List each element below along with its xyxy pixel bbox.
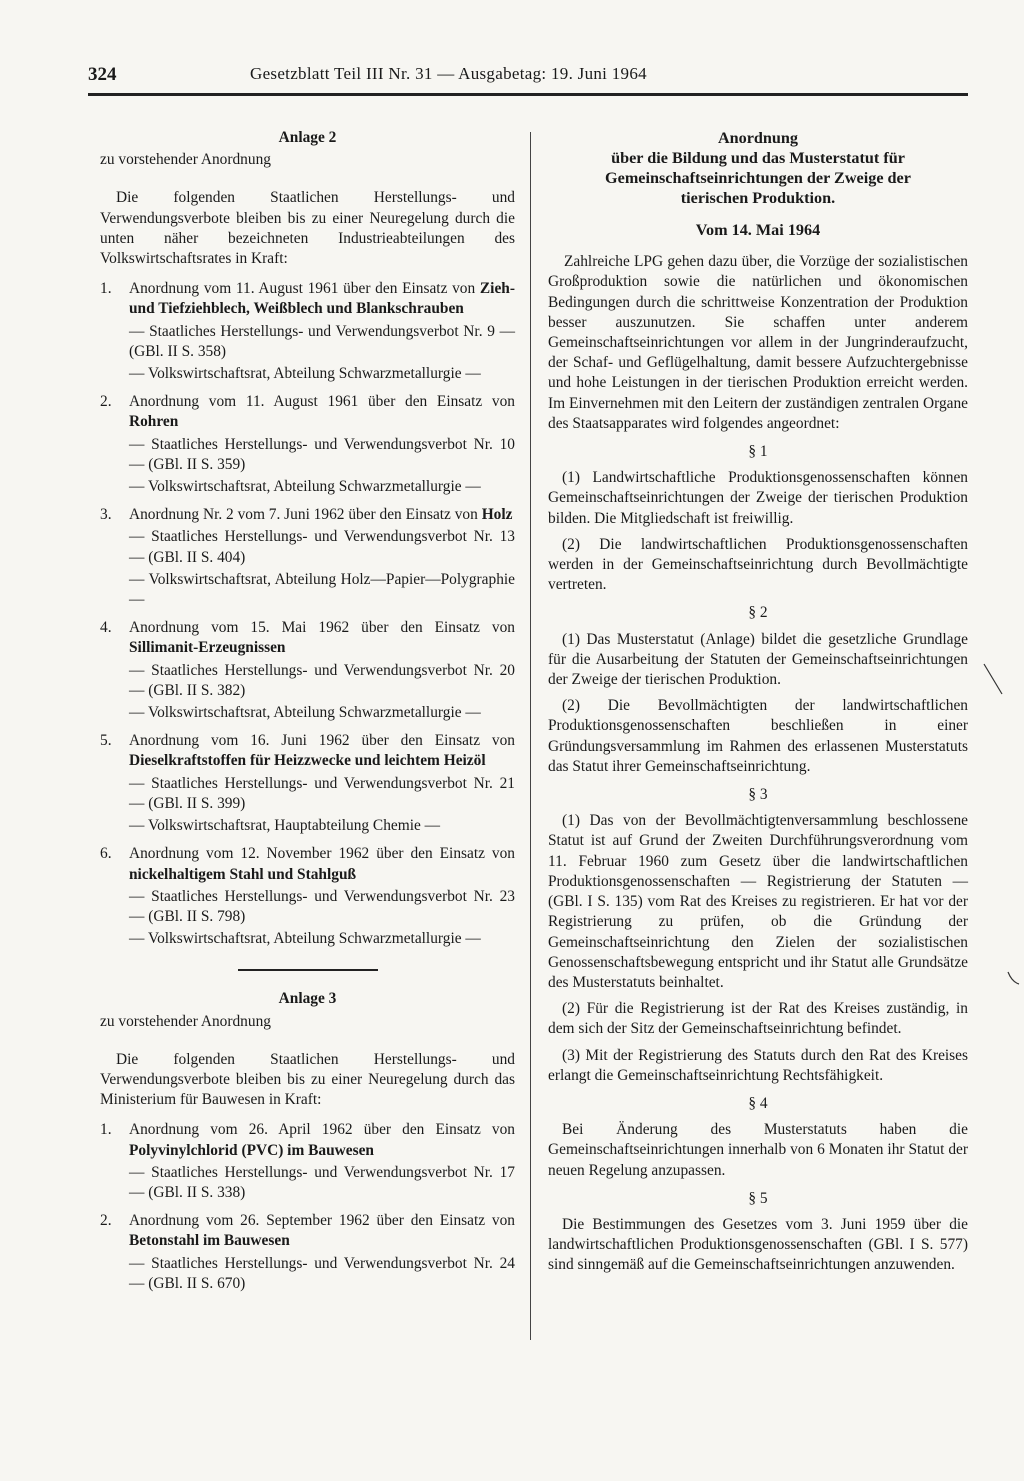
item-body — [129, 392, 515, 497]
item-number: 4. — [100, 619, 112, 637]
item-material: Polyvinylchlorid (PVC) im Bauwesen — [129, 1141, 374, 1159]
item-reference: — Staatliches Herstellungs- und Verwendungsverbot Nr. 24 — (GBl. II S. 670) — [129, 1254, 515, 1292]
item-department: — Volkswirtschaftsrat, Abteilung Schwarzmetallurgie — — [129, 930, 481, 948]
section-divider — [238, 969, 378, 971]
list-item — [100, 1211, 515, 1294]
list-item — [100, 1120, 515, 1203]
item-body — [129, 1211, 515, 1294]
item-body — [129, 279, 515, 384]
section-paragraph: (1) Landwirtschaftliche Produktionsgenossenschaften können Gemeinschaftseinrichtungen der Zweige der tierischen Produktion bilden. Die Mitgliedschaft ist freiwillig. — [548, 469, 968, 527]
ordinance-title-line: Gemeinschaftseinrichtungen der Zweige der — [605, 169, 911, 187]
item-material: nickelhaltigem Stahl und Stahlguß — [129, 865, 357, 883]
section-heading: § 1 — [748, 443, 768, 461]
item-lead: Anordnung vom 26. April 1962 über den Einsatz von — [129, 1121, 515, 1139]
item-body — [129, 618, 515, 723]
item-lead: Anordnung vom 11. August 1961 über den Einsatz von — [129, 393, 515, 411]
section-heading: § 3 — [748, 786, 768, 804]
margin-scan-mark — [1006, 970, 1020, 986]
item-material: Rohren — [129, 413, 179, 431]
ordinance-title — [548, 128, 968, 208]
item-material: Holz — [481, 506, 513, 524]
item-reference: — Staatliches Herstellungs- und Verwendungsverbot Nr. 21 — (GBl. II S. 399) — [129, 774, 515, 812]
item-lead: Anordnung vom 15. Mai 1962 über den Einsatz von — [129, 619, 515, 637]
list-item — [100, 505, 515, 610]
item-department: — Volkswirtschaftsrat, Hauptabteilung Chemie — — [129, 817, 441, 835]
list-item — [100, 392, 515, 497]
item-lead: Anordnung Nr. 2 vom 7. Juni 1962 über den Einsatz von — [129, 506, 478, 524]
section-paragraph: (1) Das von der Bevollmächtigtenversammlung beschlossene Statut ist auf Grund der Zweiten Durchführungsverordnung vom 11. Februar 1960 zum Gesetz über die landwirtschaftlichen Produktionsgenossenschaften — Registrierung der Statuten — (GBl. I S. 135) vom Rat des Kreises zu registrieren. Er hat vor der Registrierung zu prüfen, ob die Gründung der Gemeinschaftseinrichtung den Zielen der sozialistischen Genossenschaftsbewegung entspricht und ihr Statut alle Grundsätze des Musterstatuts beinhaltet. — [548, 812, 968, 991]
item-lead: Anordnung vom 12. November 1962 über den Einsatz von — [129, 845, 515, 863]
item-heading — [129, 618, 515, 658]
section-paragraph: (2) Für die Registrierung ist der Rat des Kreises zuständig, in dem sich der Sitz der Gemeinschaftseinrichtung befindet. — [548, 1000, 968, 1038]
anlage-2-subtitle: zu vorstehender Anordnung — [100, 151, 271, 169]
anlage-2-intro: Die folgenden Staatlichen Herstellungs- und Verwendungsverbote bleiben bis zu einer Neuregelung durch die unten näher bezeichneten Industrieabteilungen des Volkswirtschaftsrates in Kraft: — [100, 189, 515, 268]
section-paragraph: (2) Die Bevollmächtigten der landwirtschaftlichen Produktionsgenossenschaften beschließen in einer Gründungsversammlung im Rahmen des erlassenen Musterstatuts das Statut ihrer Gemeinschaftseinrichtung. — [548, 697, 968, 775]
column-divider — [530, 132, 531, 1340]
item-reference: — Staatliches Herstellungs- und Verwendungsverbot Nr. 9 — (GBl. II S. 358) — [129, 322, 515, 360]
item-body — [129, 731, 515, 836]
item-number: 6. — [100, 845, 112, 863]
paragraph-section — [548, 1189, 968, 1276]
item-department: — Volkswirtschaftsrat, Abteilung Holz—Papier—Polygraphie — — [129, 570, 515, 609]
item-heading — [129, 1211, 515, 1251]
item-material: Zieh- und Tiefziehblech, Weißblech und Blankschrauben — [129, 280, 515, 318]
right-column — [548, 128, 968, 1276]
item-heading — [129, 731, 515, 771]
item-material: Dieselkraftstoffen für Heizzwecke und leichtem Heizöl — [129, 752, 486, 770]
list-item — [100, 279, 515, 384]
item-reference: — Staatliches Herstellungs- und Verwendungsverbot Nr. 13 — (GBl. II S. 404) — [129, 528, 515, 566]
item-lead: Anordnung vom 26. September 1962 über den Einsatz von — [129, 1212, 515, 1230]
item-reference: — Staatliches Herstellungs- und Verwendungsverbot Nr. 10 — (GBl. II S. 359) — [129, 435, 515, 473]
page-number: 324 — [88, 64, 117, 85]
section-paragraph: Bei Änderung des Musterstatuts haben die Gemeinschaftseinrichtungen innerhalb von 6 Monaten ihr Statut der neuen Regelung anzupassen. — [548, 1121, 968, 1179]
section-heading: § 5 — [748, 1189, 768, 1207]
section-heading: § 4 — [748, 1094, 768, 1112]
header-rule — [88, 93, 968, 96]
item-lead: Anordnung vom 16. Juni 1962 über den Einsatz von — [129, 732, 515, 750]
list-item — [100, 844, 515, 949]
item-reference: — Staatliches Herstellungs- und Verwendungsverbot Nr. 23 — (GBl. II S. 798) — [129, 887, 515, 925]
anlage-3-list — [100, 1120, 515, 1294]
section-heading: § 2 — [748, 604, 768, 622]
item-number: 5. — [100, 732, 112, 750]
running-head: Gesetzblatt Teil III Nr. 31 — Ausgabetag: 19. Juni 1964 — [250, 64, 647, 83]
paragraph-section — [548, 603, 968, 777]
item-department: — Volkswirtschaftsrat, Abteilung Schwarzmetallurgie — — [129, 478, 481, 496]
item-number: 1. — [100, 280, 112, 298]
item-reference: — Staatliches Herstellungs- und Verwendungsverbot Nr. 20 — (GBl. II S. 382) — [129, 661, 515, 699]
ordinance-title-line: über die Bildung und das Musterstatut für — [611, 149, 905, 167]
item-heading — [129, 1120, 515, 1160]
item-heading — [129, 844, 515, 884]
paragraph-section — [548, 785, 968, 1086]
item-heading — [129, 279, 515, 319]
item-lead: Anordnung vom 11. August 1961 über den Einsatz von — [129, 280, 476, 298]
anlage-2-list — [100, 279, 515, 949]
ordinance-date: Vom 14. Mai 1964 — [695, 221, 821, 239]
section-paragraph: Die Bestimmungen des Gesetzes vom 3. Juni 1959 über die landwirtschaftlichen Produktionsgenossenschaften (GBl. I S. 577) sind sinngemäß auf die Gemeinschaftseinrichtungen anzuwenden. — [548, 1215, 968, 1274]
ordinance-preamble: Zahlreiche LPG gehen dazu über, die Vorzüge der sozialistischen Großproduktion sowie die natürlichen und ökonomischen Bedingungen durch die schrittweise Konzentration der Produktion besser auszunutzen. Sie schaffen unter anderem Gemeinschaftseinrichtungen vor allem in der Jungrinderaufzucht, der Schaf- und Geflügelhaltung, damit bessere Aufzuchtergebnisse und hohe Leistungen in der tierischen Produktion erreicht werden. Im Einvernehmen mit den Leitern der zuständigen zentralen Organe des Staatsapparates wird folgendes angeordnet: — [548, 253, 968, 432]
item-material: Betonstahl im Bauwesen — [129, 1232, 290, 1250]
item-department: — Volkswirtschaftsrat, Abteilung Schwarzmetallurgie — — [129, 365, 481, 383]
ordinance-sections — [548, 442, 968, 1276]
list-item — [100, 731, 515, 836]
anlage-3-subtitle: zu vorstehender Anordnung — [100, 1012, 271, 1030]
ordinance-title-line: Anordnung — [717, 129, 799, 147]
section-paragraph: (1) Das Musterstatut (Anlage) bildet die gesetzliche Grundlage für die Ausarbeitung der Statuten der Gemeinschaftseinrichtungen der Zweige der tierischen Produktion. — [548, 630, 968, 689]
item-body — [129, 505, 515, 610]
item-body — [129, 1120, 515, 1203]
item-reference: — Staatliches Herstellungs- und Verwendungsverbot Nr. 17 — (GBl. II S. 338) — [129, 1163, 515, 1201]
margin-scan-mark — [982, 662, 1004, 696]
item-body — [129, 844, 515, 949]
left-column — [100, 128, 515, 1294]
item-number: 2. — [100, 393, 112, 411]
paragraph-section — [548, 442, 968, 595]
section-paragraph: (3) Mit der Registrierung des Statuts durch den Rat des Kreises erlangt die Gemeinschaftseinrichtung Rechtsfähigkeit. — [548, 1046, 968, 1084]
item-number: 3. — [100, 506, 112, 524]
ordinance-title-line: tierischen Produktion. — [680, 189, 836, 207]
item-number: 2. — [100, 1212, 112, 1230]
item-department: — Volkswirtschaftsrat, Abteilung Schwarzmetallurgie — — [129, 704, 481, 722]
anlage-3-intro: Die folgenden Staatlichen Herstellungs- und Verwendungsverbote bleiben bis zu einer Neuregelung durch das Ministerium für Bauwesen in Kraft: — [100, 1050, 515, 1109]
item-material: Sillimanit-Erzeugnissen — [129, 639, 286, 657]
item-heading — [129, 392, 515, 432]
item-number: 1. — [100, 1121, 112, 1139]
anlage-2-title: Anlage 2 — [278, 129, 337, 146]
paragraph-section — [548, 1094, 968, 1181]
anlage-3-title: Anlage 3 — [278, 990, 337, 1008]
list-item — [100, 618, 515, 723]
item-heading — [129, 505, 515, 525]
section-paragraph: (2) Die landwirtschaftlichen Produktionsgenossenschaften werden in der Gemeinschaftseinrichtung durch Bevollmächtigte vertreten. — [548, 535, 968, 594]
